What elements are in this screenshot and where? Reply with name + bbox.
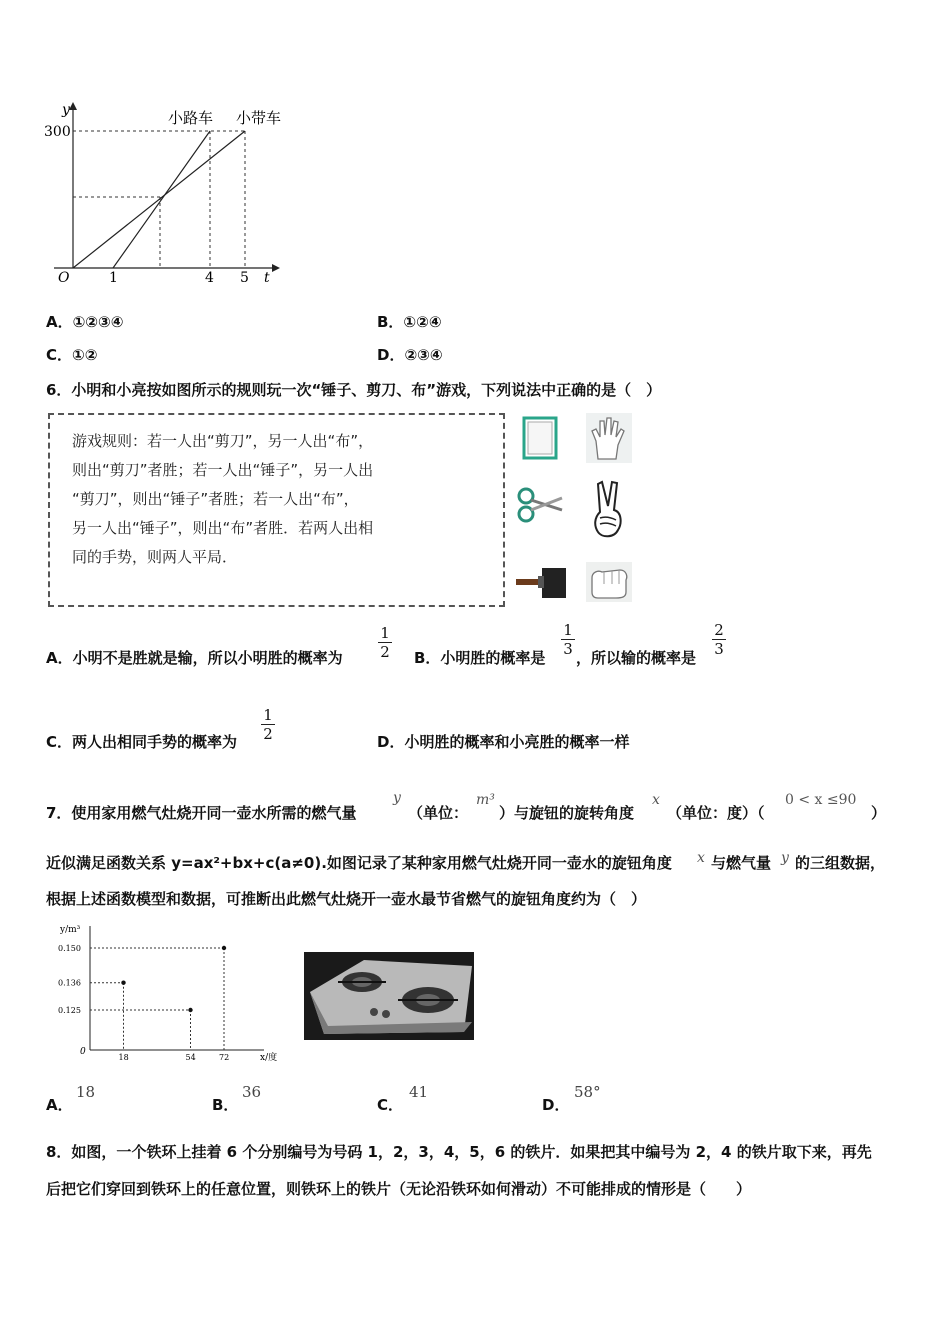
y-tick-label: 0.136 <box>58 978 81 988</box>
victory-hand-icon <box>588 478 628 542</box>
gas-usage-chart <box>58 920 288 1065</box>
q7-option-a-label[interactable]: A． <box>46 1096 73 1114</box>
x-tick-label: 54 <box>185 1053 196 1062</box>
paper-icon <box>518 414 564 462</box>
origin-label: 0 <box>80 1047 86 1057</box>
q6-option-d[interactable]: D．小明胜的概率和小亮胜的概率一样 <box>377 733 630 751</box>
q7-option-d-value: 58° <box>574 1083 601 1101</box>
q6-stem: 6．小明和小亮按如图所示的规则玩一次“锤子、剪刀、布”游戏，下列说法中正确的是（ ） <box>46 381 662 399</box>
q7-line1-a: 7．使用家用燃气灶烧开同一壶水所需的燃气量 <box>46 804 357 822</box>
data-point <box>222 946 226 950</box>
rules-line: “剪刀”，则出“锤子”者胜；若一人出“布”， <box>72 490 359 508</box>
fraction-one-third: 1 3 <box>561 622 575 657</box>
rules-line: 游戏规则：若一人出“剪刀”，另一人出“布”， <box>72 432 374 450</box>
q7-option-a-value: 18 <box>76 1083 96 1101</box>
t-axis-arrow <box>272 264 280 272</box>
rules-line: 同的手势，则两人平局． <box>72 548 238 566</box>
q7-option-b-label[interactable]: B． <box>212 1096 239 1114</box>
line-bike-b <box>73 131 245 268</box>
fist-icon <box>586 562 632 602</box>
q5-option-a[interactable]: A．①②③④ <box>46 313 124 331</box>
y-axis-arrow <box>69 102 77 110</box>
rules-line: 另一人出“锤子”，则出“布”者胜．若两人出相 <box>72 519 374 537</box>
var-x-2: x <box>697 850 705 866</box>
unit-m3: m³ <box>476 792 495 808</box>
line-label-a: 小路车 <box>168 109 214 127</box>
q7-line3: 根据上述函数模型和数据，可推断出此燃气灶烧开一壶水最节省燃气的旋钮角度约为（ ） <box>46 890 647 908</box>
q7-option-b-value: 36 <box>242 1083 262 1101</box>
q5-option-b[interactable]: B．①②④ <box>377 313 442 331</box>
q7-option-c-label[interactable]: C． <box>377 1096 404 1114</box>
q5-option-c[interactable]: C．①② <box>46 346 98 364</box>
q7-line2-b: 与燃气量 <box>711 854 772 872</box>
y-axis-label: y <box>62 102 70 118</box>
x-tick-1: 1 <box>109 270 118 286</box>
y-tick-label: 0.125 <box>58 1006 81 1015</box>
x-axis-label: x/度 <box>260 1053 278 1063</box>
q7-line1-b: （单位： <box>408 804 469 822</box>
x-tick-label: 72 <box>219 1053 230 1062</box>
q7-option-c-value: 41 <box>409 1083 429 1101</box>
q7-line2-a: 近似满足函数关系 y=ax²+bx+c(a≠0).如图记录了某种家用燃气灶烧开同一壶水的旋钮角度 <box>46 854 672 872</box>
x-tick-5: 5 <box>240 270 249 286</box>
y-tick-label: 0.150 <box>58 944 81 953</box>
rules-line: 则出“剪刀”者胜；若一人出“锤子”，另一人出 <box>72 461 374 479</box>
gas-stove-photo <box>304 952 474 1040</box>
data-point <box>188 1008 192 1012</box>
q7-line1-e: ） <box>871 804 887 822</box>
x-tick-label: 18 <box>118 1053 129 1062</box>
distance-time-graph <box>40 100 300 290</box>
hammer-icon <box>512 560 572 604</box>
q6-option-b[interactable]: B．小明胜的概率是 <box>414 649 546 667</box>
line-label-b: 小带车 <box>236 109 282 127</box>
range: 0 < x ≤90 <box>785 792 857 808</box>
q6-option-c[interactable]: C．两人出相同手势的概率为 <box>46 733 238 751</box>
line-bike-a <box>113 131 210 268</box>
fraction-one-half: 1 2 <box>378 625 392 660</box>
game-rules-box <box>48 413 505 607</box>
q5-option-d[interactable]: D．②③④ <box>377 346 443 364</box>
var-x: x <box>652 792 660 808</box>
q6-option-a[interactable]: A．小明不是胜就是输，所以小明胜的概率为 <box>46 649 343 667</box>
fraction-one-half-c: 1 2 <box>261 707 275 742</box>
y-tick-300: 300 <box>44 124 71 140</box>
q6-option-b-cont: ，所以输的概率是 <box>576 649 697 667</box>
q8-line1: 8．如图，一个铁环上挂着 6 个分别编号为号码 1，2，3，4，5，6 的铁片．如果把其中编号为 2，4 的铁片取下来，再先 <box>46 1143 872 1161</box>
var-y-2: y <box>781 850 789 866</box>
q7-option-d-label[interactable]: D． <box>542 1096 570 1114</box>
var-y: y <box>393 790 401 806</box>
q7-line1-d: （单位：度）（ <box>667 804 765 822</box>
open-hand-icon <box>586 413 632 463</box>
origin-label: O <box>58 270 70 286</box>
y-axis-label: y/m³ <box>60 925 81 935</box>
t-axis-label: t <box>264 270 270 286</box>
data-point <box>121 981 125 985</box>
fraction-two-thirds: 2 3 <box>712 622 726 657</box>
q7-line2-c: 的三组数据， <box>795 854 886 872</box>
q8-line2: 后把它们穿回到铁环上的任意位置，则铁环上的铁片（无论沿铁环如何滑动）不可能排成的情形是（ ） <box>46 1180 752 1198</box>
q7-line1-c: ）与旋钮的旋转角度 <box>499 804 635 822</box>
x-tick-4: 4 <box>205 270 214 286</box>
scissors-icon <box>514 484 566 526</box>
